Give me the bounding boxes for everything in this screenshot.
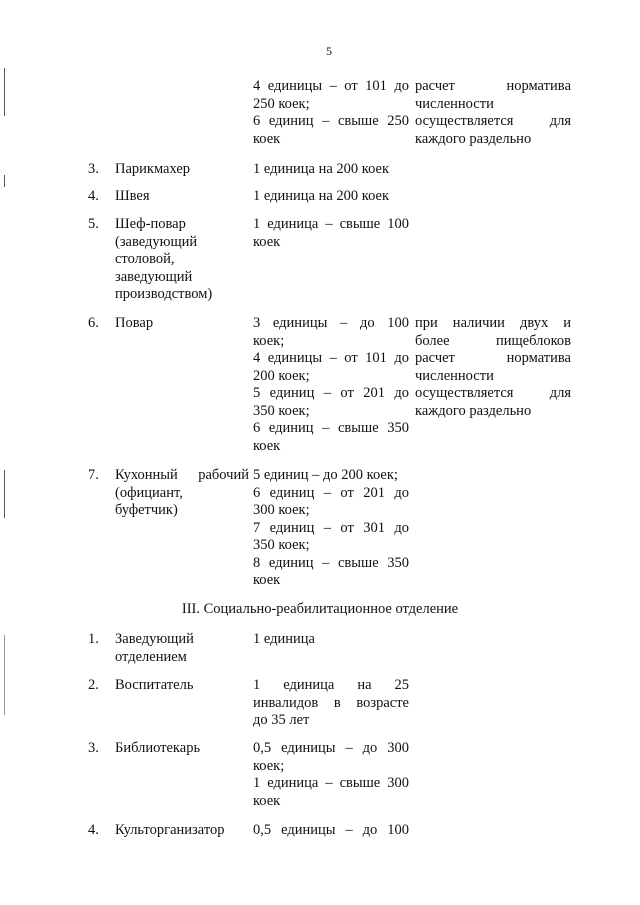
norm-line: 3 единицы – до 100 — [253, 315, 409, 331]
page-number: 5 — [326, 44, 332, 58]
norm-line: 5 единиц – от 201 до — [253, 385, 409, 401]
norm-line: коек — [253, 130, 281, 147]
position-name: Культорганизатор — [115, 822, 225, 838]
norm-line: 1 единица на 25 — [253, 677, 409, 693]
position-line: столовой, — [115, 251, 175, 267]
position-line: отделением — [115, 648, 187, 665]
note-line: численности — [415, 367, 494, 384]
position-line: (заведующий — [115, 233, 198, 250]
note-line: при наличии двух и — [415, 315, 571, 331]
position-line: Кухонный рабочий — [115, 467, 249, 483]
position-line: (официант, — [115, 484, 183, 501]
row-number: 1. — [88, 631, 99, 647]
position-line: заведующий — [115, 268, 193, 285]
norm-line: 6 единиц – свыше 250 — [253, 113, 409, 129]
norm-text: 1 единица — [253, 631, 315, 647]
norm-line: 350 коек; — [253, 402, 310, 419]
note-line: расчет нормативa — [415, 78, 571, 94]
row-number: 3. — [88, 740, 99, 756]
norm-line: инвалидов в возрасте — [253, 694, 409, 711]
note-line: осуществляется для — [415, 385, 571, 401]
position-name: Библиотекарь — [115, 740, 201, 756]
row-number: 4. — [88, 188, 99, 204]
note-line: осуществляется для — [415, 113, 571, 129]
note-cell — [415, 315, 571, 420]
position-cell — [115, 216, 249, 304]
norm-line: до 35 лет — [253, 712, 310, 728]
norm-line: коек; — [253, 332, 285, 349]
norm-line: 0,5 единицы – до 300 — [253, 740, 409, 756]
norm-line: коек; — [253, 757, 285, 774]
note-line: каждого раздельно — [415, 130, 532, 147]
norm-cell — [253, 822, 409, 840]
position-line: производством) — [115, 286, 213, 302]
norm-line: 6 единиц – от 201 до — [253, 484, 409, 501]
position-name: Воспитатель — [115, 677, 194, 693]
scan-margin-mark — [4, 635, 5, 715]
position-name: Повар — [115, 315, 154, 331]
row-number: 3. — [88, 161, 99, 177]
row-number: 6. — [88, 315, 99, 331]
row-number: 5. — [88, 216, 99, 232]
norm-line: 7 единиц – от 301 до — [253, 519, 409, 536]
position-cell — [115, 467, 249, 520]
norm-cell — [253, 740, 409, 810]
norm-line: 6 единиц – свыше 350 — [253, 420, 409, 436]
position-line: Заведующий — [115, 631, 194, 647]
position-cell — [115, 631, 249, 666]
norm-line: 4 единицы – от 101 до — [253, 78, 409, 94]
norm-cell — [253, 216, 409, 251]
position-line: Шеф-повар — [115, 216, 186, 232]
row-number: 2. — [88, 677, 99, 693]
scan-margin-mark — [4, 175, 5, 187]
row-number: 4. — [88, 822, 99, 838]
norm-line: коек — [253, 233, 281, 250]
norm-cell — [253, 467, 409, 590]
position-line: буфетчик) — [115, 502, 178, 518]
norm-line: 4 единицы – от 101 до — [253, 350, 409, 366]
position-name: Парикмахер — [115, 161, 191, 177]
norm-line: 1 единица – свыше 100 — [253, 216, 409, 232]
norm-line: коек — [253, 437, 281, 454]
norm-line: 200 коек; — [253, 367, 310, 384]
position-name: Швея — [115, 188, 150, 204]
norm-line: коек — [253, 792, 281, 809]
section-heading: III. Социально-реабилитационное отделение — [181, 601, 459, 617]
note-cell-continued — [415, 78, 571, 148]
note-line: каждого раздельно — [415, 402, 532, 419]
note-line: более пищеблоков — [415, 332, 571, 349]
norm-line: коек — [253, 572, 281, 588]
norm-cell — [253, 677, 409, 730]
norm-line: 5 единиц – до 200 коек; — [253, 467, 398, 483]
norm-cell-continued — [253, 78, 409, 148]
norm-line: 8 единиц – свыше 350 — [253, 554, 409, 571]
norm-line: 1 единица – свыше 300 — [253, 775, 409, 791]
scan-margin-mark — [4, 470, 5, 518]
row-number: 7. — [88, 467, 99, 483]
norm-text: 1 единица на 200 коек — [253, 161, 390, 177]
norm-text: 1 единица на 200 коек — [253, 188, 390, 204]
norm-line: 300 коек; — [253, 502, 310, 518]
norm-line: 350 коек; — [253, 537, 310, 553]
note-line: численности — [415, 95, 494, 112]
scan-margin-mark — [4, 68, 5, 116]
note-line: расчет норматива — [415, 350, 571, 366]
norm-line: 0,5 единицы – до 100 — [253, 822, 409, 838]
norm-line: 250 коек; — [253, 95, 310, 112]
norm-cell — [253, 315, 409, 455]
